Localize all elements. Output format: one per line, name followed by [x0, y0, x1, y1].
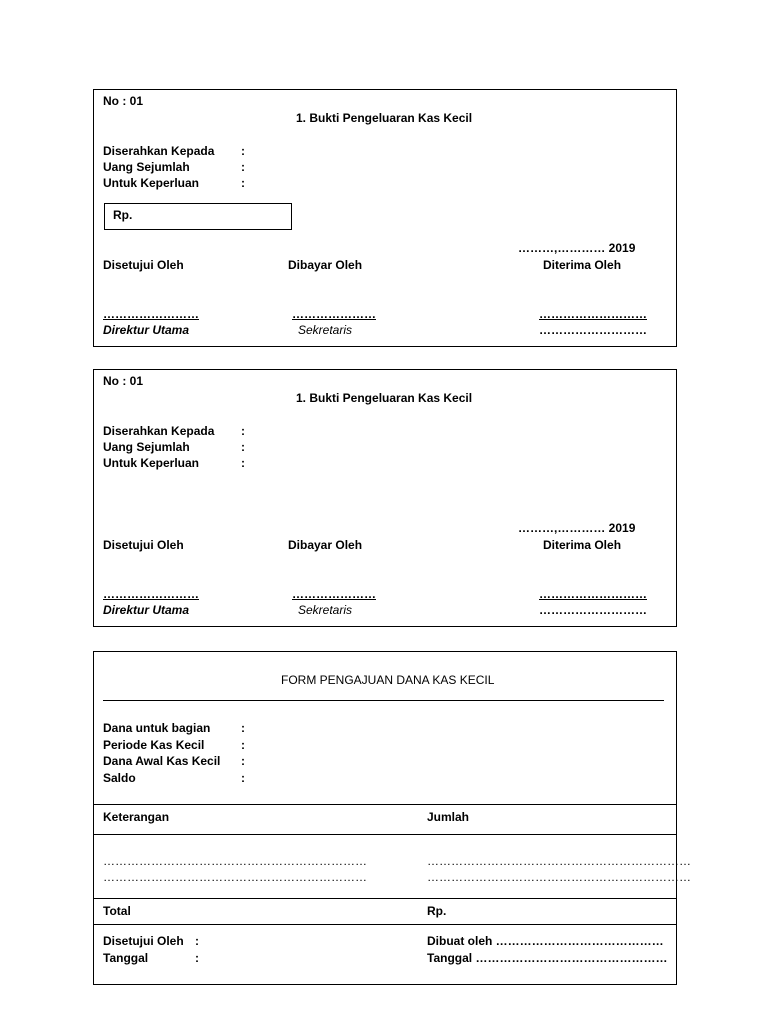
request-form-field-colon: : — [241, 754, 245, 768]
request-form-field-colon: : — [241, 771, 245, 785]
voucher-1-title: 1. Bukti Pengeluaran Kas Kecil — [296, 111, 473, 125]
voucher-1-field-label: Untuk Keperluan — [103, 176, 200, 190]
voucher-1-sig-line-mid: ………………… — [292, 307, 376, 321]
voucher-1-received-by: Diterima Oleh — [543, 258, 622, 272]
voucher-2-role-right: ……………………… — [539, 603, 647, 617]
voucher-2-sig-line-mid: ………………… — [292, 587, 376, 601]
voucher-2-date: ………,………… 2019 — [518, 521, 636, 535]
voucher-1-field-label: Uang Sejumlah — [103, 160, 190, 174]
voucher-2-field-colon: : — [241, 440, 245, 454]
voucher-1-field-label: Diserahkan Kepada — [103, 144, 215, 158]
request-form-title-rule — [103, 700, 664, 701]
request-form-title: FORM PENGAJUAN DANA KAS KECIL — [281, 673, 495, 687]
table-header-keterangan: Keterangan — [103, 810, 170, 824]
date-label: Tanggal — [103, 951, 149, 965]
request-form-field-label: Dana untuk bagian — [103, 721, 211, 735]
voucher-2-sig-line-left: …………………… — [103, 587, 199, 601]
voucher-2-role-mid: Sekretaris — [298, 603, 353, 617]
voucher-2-field-label: Uang Sejumlah — [103, 440, 190, 454]
voucher-1-sig-line-right: ……………………… — [539, 307, 647, 321]
voucher-1-amount-label: Rp. — [113, 208, 133, 222]
voucher-1-paid-by: Dibayar Oleh — [288, 258, 363, 272]
voucher-2-field-label: Diserahkan Kepada — [103, 424, 215, 438]
voucher-2-paid-by: Dibayar Oleh — [288, 538, 363, 552]
request-form-field-colon: : — [241, 738, 245, 752]
voucher-1-field-colon: : — [241, 144, 245, 158]
voucher-2-field-colon: : — [241, 456, 245, 470]
request-form-divider — [93, 834, 677, 835]
voucher-1-role-left: Direktur Utama — [103, 323, 190, 337]
request-form-field-label: Saldo — [103, 771, 136, 785]
voucher-1-role-right: ……………………… — [539, 323, 647, 337]
voucher-1-role-mid: Sekretaris — [298, 323, 353, 337]
voucher-1-approved-by: Disetujui Oleh — [103, 258, 184, 272]
request-form-divider — [93, 804, 677, 805]
keterangan-dots: ………………………………………………………… — [103, 854, 367, 868]
made-date: Tanggal ………………………………………… — [427, 951, 668, 965]
keterangan-dots: ………………………………………………………… — [103, 870, 367, 884]
voucher-2-title: 1. Bukti Pengeluaran Kas Kecil — [296, 391, 473, 405]
table-header-jumlah: Jumlah — [427, 810, 470, 824]
voucher-2-number: No : 01 — [103, 374, 144, 388]
total-label: Total — [103, 904, 131, 918]
voucher-1-field-colon: : — [241, 176, 245, 190]
approved-colon: : — [195, 934, 199, 948]
jumlah-dots: ………………………………………………………… — [427, 854, 691, 868]
voucher-2-field-label: Untuk Keperluan — [103, 456, 200, 470]
request-form-divider — [93, 924, 677, 925]
total-amount: Rp. — [427, 904, 447, 918]
voucher-2-role-left: Direktur Utama — [103, 603, 190, 617]
voucher-1-date: ………,………… 2019 — [518, 241, 636, 255]
request-form-field-label: Dana Awal Kas Kecil — [103, 754, 221, 768]
voucher-2-received-by: Diterima Oleh — [543, 538, 622, 552]
request-form-field-label: Periode Kas Kecil — [103, 738, 205, 752]
date-colon: : — [195, 951, 199, 965]
approved-label: Disetujui Oleh — [103, 934, 184, 948]
jumlah-dots: ………………………………………………………… — [427, 870, 691, 884]
voucher-2-sig-line-right: ……………………… — [539, 587, 647, 601]
voucher-2-field-colon: : — [241, 424, 245, 438]
voucher-1-sig-line-left: …………………… — [103, 307, 199, 321]
request-form-field-colon: : — [241, 721, 245, 735]
voucher-2-approved-by: Disetujui Oleh — [103, 538, 184, 552]
voucher-1-field-colon: : — [241, 160, 245, 174]
request-form-divider — [93, 898, 677, 899]
voucher-1-number: No : 01 — [103, 94, 144, 108]
made-by: Dibuat oleh …………………………………… — [427, 934, 664, 948]
